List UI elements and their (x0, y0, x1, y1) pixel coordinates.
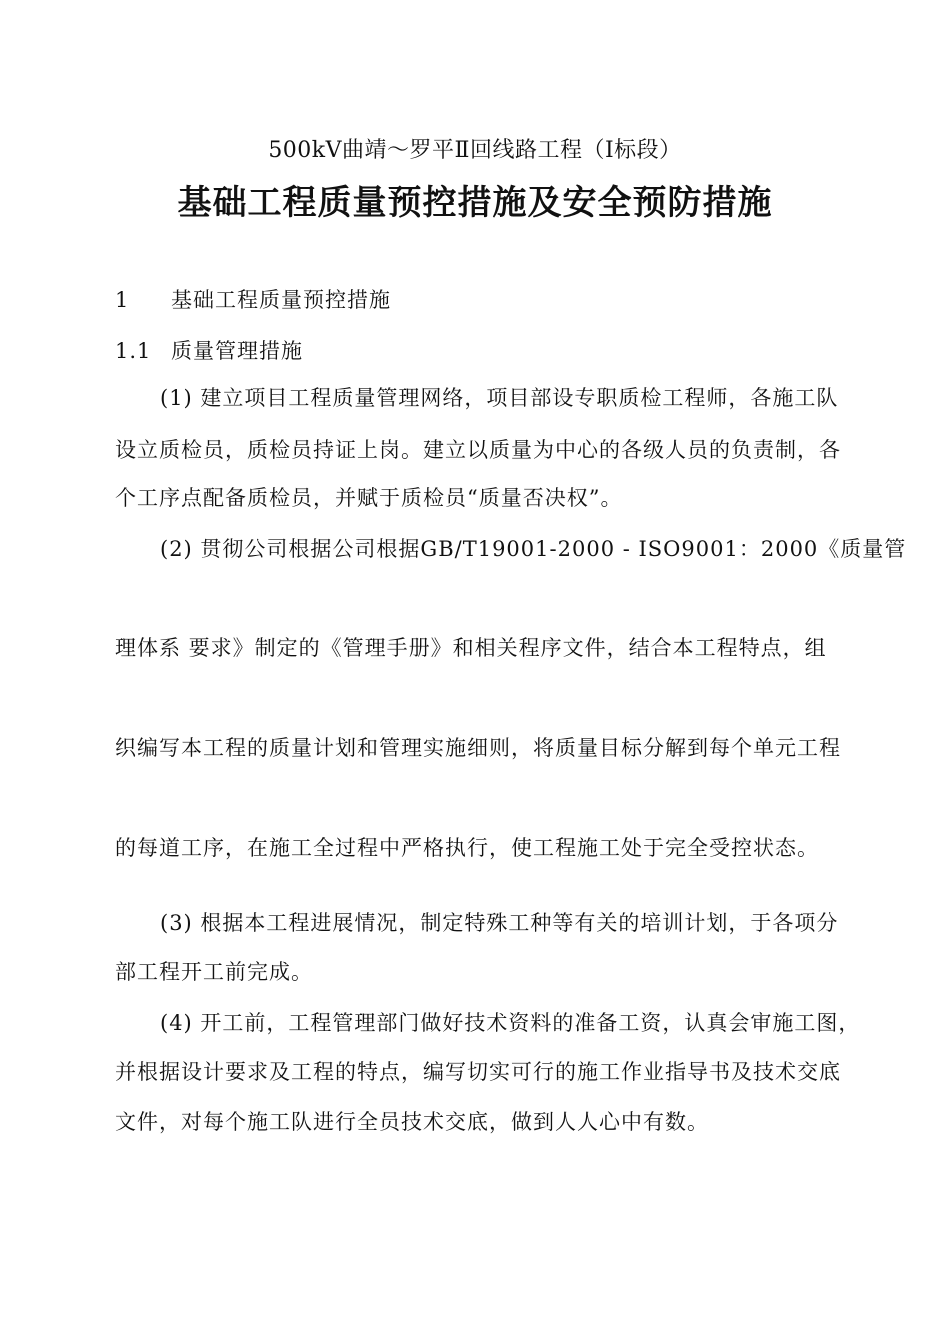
document-title: 基础工程质量预控措施及安全预防措施 (177, 183, 773, 223)
paragraph-1-line-3: 个工序点配备质检员，并赋于质检员“质量否决权”。 (115, 486, 623, 510)
paragraph-1-line-2: 设立质检员，质检员持证上岗。建立以质量为中心的各级人员的负责制，各 (115, 438, 841, 462)
paragraph-4-line-2: 并根据设计要求及工程的特点，编写切实可行的施工作业指导书及技术交底 (115, 1060, 841, 1084)
section-1-title: 基础工程质量预控措施 (171, 288, 391, 312)
paragraph-2-line-1: (2) 贯彻公司根据公司根据GB/T19001-2000 - ISO9001：2000《质量管 (160, 537, 907, 561)
paragraph-1-line-1: (1) 建立项目工程质量管理网络，项目部设专职质检工程师，各施工队 (160, 386, 839, 410)
paragraph-2-line-4: 的每道工序，在施工全过程中严格执行，使工程施工处于完全受控状态。 (115, 836, 819, 860)
paragraph-3-line-1: (3) 根据本工程进展情况，制定特殊工种等有关的培训计划，于各项分 (160, 911, 839, 935)
section-1-heading (115, 286, 391, 314)
document-subtitle: 500kV曲靖～罗平Ⅱ回线路工程（Ⅰ标段） (268, 138, 682, 163)
paragraph-3-line-2: 部工程开工前完成。 (115, 960, 313, 984)
section-1-1-heading (115, 337, 303, 365)
paragraph-2-line-2: 理体系 要求》制定的《管理手册》和相关程序文件，结合本工程特点，组 (115, 636, 827, 660)
paragraph-2-line-3: 织编写本工程的质量计划和管理实施细则，将质量目标分解到每个单元工程 (115, 736, 841, 760)
section-1-1-number: 1.1 (115, 339, 152, 363)
section-1-number: 1 (115, 288, 130, 312)
paragraph-4-line-3: 文件，对每个施工队进行全员技术交底，做到人人心中有数。 (115, 1110, 709, 1134)
section-1-1-title: 质量管理措施 (171, 339, 303, 363)
paragraph-4-line-1: (4) 开工前，工程管理部门做好技术资料的准备工资，认真会审施工图， (160, 1011, 861, 1035)
